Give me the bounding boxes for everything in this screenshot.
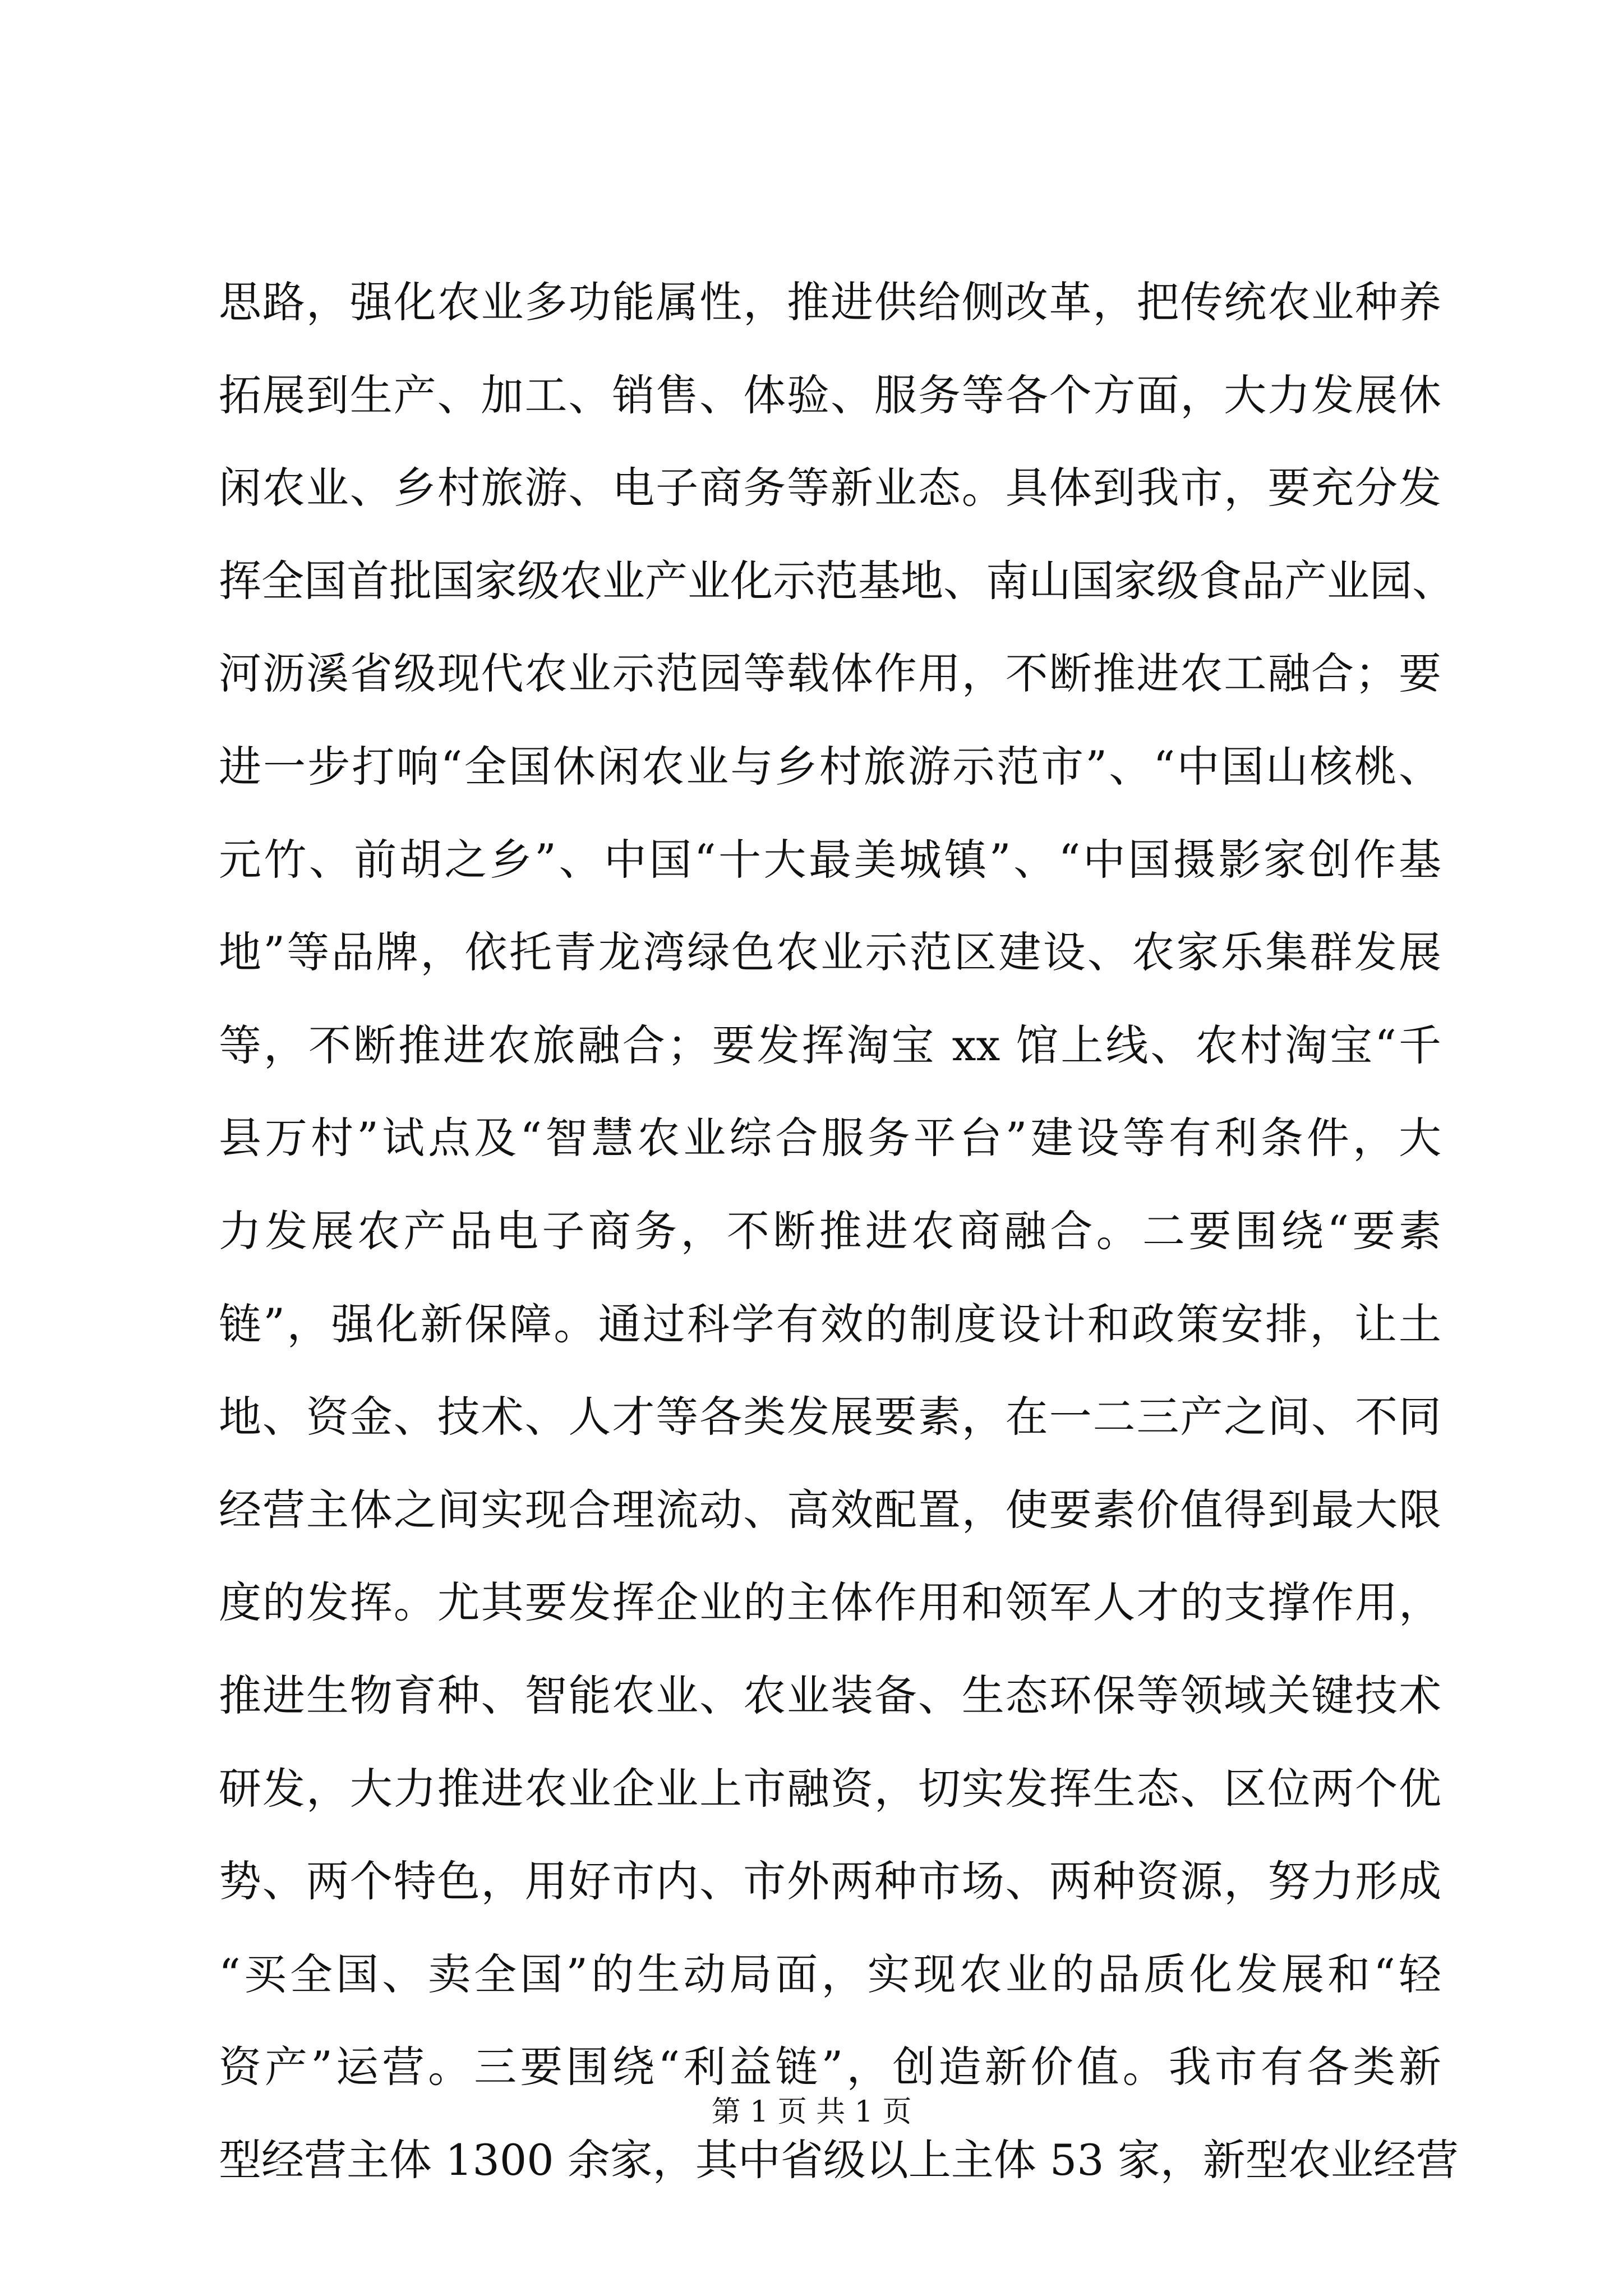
text-line: 河沥溪省级现代农业示范园等载体作用，不断推进农工融合；要 <box>219 648 1441 699</box>
text-line: “买全国、卖全国”的生动局面，实现农业的品质化发展和“轻 <box>219 1949 1441 1999</box>
text-line: 势、两个特色，用好市内、市外两种市场、两种资源，努力形成 <box>219 1856 1441 1907</box>
text-line: 地”等品牌，依托青龙湾绿色农业示范区建设、农家乐集群发展 <box>219 927 1441 978</box>
text-line: 资产”运营。三要围绕“利益链”，创造新价值。我市有各类新 <box>219 2042 1441 2092</box>
text-line: 推进生物育种、智能农业、农业装备、生态环保等领域关键技术 <box>219 1670 1441 1720</box>
text-line: 链”，强化新保障。通过科学有效的制度设计和政策安排，让土 <box>219 1299 1441 1349</box>
page-number-footer: 第 1 页 共 1 页 <box>711 2095 912 2129</box>
text-line: 进一步打响“全国休闲农业与乡村旅游示范市”、“中国山核桃、 <box>219 741 1441 792</box>
body-paragraph <box>219 256 1459 2206</box>
text-line: 地、资金、技术、人才等各类发展要素，在一二三产之间、不同 <box>219 1392 1441 1442</box>
text-line: 型经营主体 1300 余家，其中省级以上主体 53 家，新型农业经营 <box>219 2134 1459 2185</box>
text-line: 县万村”试点及“智慧农业综合服务平台”建设等有利条件，大 <box>219 1113 1441 1163</box>
text-line: 研发，大力推进农业企业上市融资，切实发挥生态、区位两个优 <box>219 1763 1441 1814</box>
text-line: 等，不断推进农旅融合；要发挥淘宝 xx 馆上线、农村淘宝“千 <box>219 1020 1441 1070</box>
text-line: 闲农业、乡村旅游、电子商务等新业态。具体到我市，要充分发 <box>219 463 1441 513</box>
text-line: 力发展农产品电子商务，不断推进农商融合。二要围绕“要素 <box>219 1205 1441 1256</box>
text-line: 元竹、前胡之乡”、中国“十大最美城镇”、“中国摄影家创作基 <box>219 834 1441 885</box>
text-line: 拓展到生产、加工、销售、体验、服务等各个方面，大力发展休 <box>219 370 1441 420</box>
text-line: 经营主体之间实现合理流动、高效配置，使要素价值得到最大限 <box>219 1484 1441 1535</box>
text-line: 度的发挥。尤其要发挥企业的主体作用和领军人才的支撑作用， <box>219 1577 1441 1628</box>
text-line: 思路，强化农业多功能属性，推进供给侧改革，把传统农业种养 <box>219 277 1441 327</box>
text-line: 挥全国首批国家级农业产业化示范基地、南山国家级食品产业园、 <box>219 555 1455 606</box>
